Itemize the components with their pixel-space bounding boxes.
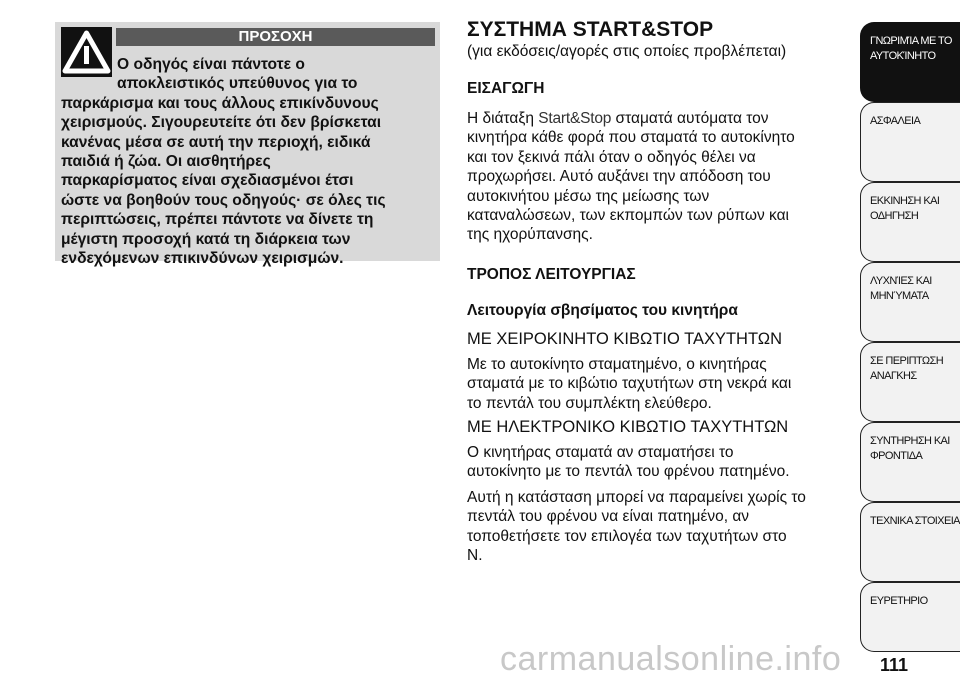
tab-label: ΛΥΧΝΊΕΣ ΚΑΙ: [870, 275, 932, 287]
section-subtitle: (για εκδόσεις/αγορές στις οποίες προβλέπεται): [467, 43, 787, 60]
tab-label: ΕΥΡΕΤΗΡΙΟ: [870, 595, 928, 607]
tab-label: ΣΕ ΠΕΡΙΠΤΩΣΗ: [870, 355, 944, 367]
note-line: N.: [467, 547, 483, 565]
electronic-line: Ο κινητήρας σταματά αν σταματήσει το: [467, 444, 734, 462]
tab-label: ΜΗΝΎΜΑΤΑ: [870, 290, 929, 302]
intro-paragraph: [467, 109, 857, 245]
warning-line: παρκαρίσματος είναι σχεδιασμένοι έτσι: [61, 172, 354, 190]
electronic-line: αυτοκίνητο με το πεντάλ του φρένου πατημένο.: [467, 463, 790, 481]
tab-label: ΕΚΚΙΝΗΣΗ ΚΑΙ: [870, 195, 940, 207]
warning-line: αποκλειστικός υπεύθυνος για το: [117, 75, 358, 93]
tab-lights-messages[interactable]: [860, 262, 960, 342]
intro-line: και τον ξεκινά πάλι όταν ο οδηγός θέλει να: [467, 148, 756, 166]
tab-emergency[interactable]: [860, 342, 960, 422]
warning-line: ενδεχόμενων επικινδύνων χειρισμών.: [61, 250, 344, 268]
intro-text: σταματά αυτόματα τον: [611, 110, 769, 127]
tab-label: ΣΥΝΤΗΡΗΣΗ ΚΑΙ: [870, 435, 950, 447]
tab-maintenance[interactable]: [860, 422, 960, 502]
tab-label: ΟΔΗΓΗΣΗ: [870, 210, 919, 222]
warning-text: [61, 55, 439, 268]
tab-label: ΑΥΤΟΚΊΝΗΤΟ: [870, 50, 936, 62]
manual-line: το πεντάλ του συμπλέκτη ελεύθερο.: [467, 394, 712, 412]
section-title: ΣΥΣΤΗΜΑ START&STOP: [467, 18, 714, 41]
tab-technical-data[interactable]: [860, 502, 960, 582]
warning-heading: ΠΡΟΣΟΧΗ: [116, 28, 435, 46]
warning-line: κανένας μέσα σε αυτή την περιοχή, ειδικά: [61, 133, 371, 151]
tab-getting-to-know[interactable]: [860, 22, 960, 102]
tab-label: ΑΣΦΑΛΕΙΑ: [870, 115, 921, 127]
intro-line: καταναλώσεων, των εκπομπών των ρύπων και: [467, 207, 789, 225]
warning-line: ώστε να βοηθούν τους οδηγούς· σε όλες τις: [61, 191, 386, 209]
main-column: [467, 18, 857, 566]
intro-line: της ηχορύπανσης.: [467, 226, 593, 244]
manual-line: Με το αυτοκίνητο σταματημένο, ο κινητήρας: [467, 355, 767, 373]
engine-stop-heading: Λειτουργία σβησίματος του κινητήρα: [467, 301, 738, 319]
intro-line: αυτοκινήτου μέσω της μείωσης των: [467, 187, 710, 205]
tab-label: ΑΝΑΓΚΗΣ: [870, 370, 917, 382]
intro-heading: ΕΙΣΑΓΩΓΗ: [467, 80, 545, 97]
intro-line: κινητήρα κάθε φορά που σταματά το αυτοκίνητο: [467, 129, 795, 147]
intro-text: Η διάταξη: [467, 110, 539, 127]
note-line: Αυτή η κατάσταση μπορεί να παραμείνει χωρίς το: [467, 488, 806, 506]
note-line: πεντάλ του φρένου να είναι πατημένο, αν: [467, 508, 750, 526]
manual-gearbox-paragraph: [467, 355, 857, 413]
start-stop-term: Start&Stop: [538, 110, 612, 127]
warning-box: [55, 22, 440, 268]
warning-line: μέγιστη προσοχή κατά τη διάρκεια των: [61, 230, 351, 248]
electronic-gearbox-paragraph: [467, 443, 857, 482]
watermark: carmanualsonline.info: [500, 640, 842, 678]
tab-label: ΦΡΟΝΤΙΔΑ: [870, 450, 923, 462]
tab-label: ΓΝΩΡΙΜΊΑ ΜΕ ΤΟ: [870, 35, 952, 47]
tab-safety[interactable]: [860, 102, 960, 182]
tab-index[interactable]: [860, 582, 960, 652]
warning-line: Ο οδηγός είναι πάντοτε ο: [117, 56, 305, 73]
warning-line: χειρισμούς. Σιγουρευτείτε ότι δεν βρίσκεται: [61, 114, 382, 132]
intro-line: προχωρήσει. Αυτό αυξάνει την απόδοση του: [467, 168, 771, 186]
electronic-gearbox-heading: ΜΕ ΗΛΕΚΤΡΟΝΙΚΟ ΚΙΒΩΤΙΟ ΤΑΧΥΤΗΤΩΝ: [467, 418, 789, 437]
note-line: τοποθετήσετε τον επιλογέα των ταχυτήτων στο: [467, 527, 787, 545]
tab-starting-driving[interactable]: [860, 182, 960, 262]
note-paragraph: [467, 488, 857, 566]
manual-gearbox-heading: ΜΕ ΧΕΙΡΟΚΙΝΗΤΟ ΚΙΒΩΤΙΟ ΤΑΧΥΤΗΤΩΝ: [467, 329, 782, 348]
warning-line: παιδιά ή ζώα. Οι αισθητήρες: [61, 153, 271, 171]
warning-line: περιπτώσεις, πρέπει πάντοτε να δίνετε τη: [61, 211, 374, 229]
warning-line: παρκάρισμα και τους άλλους επικίνδυνους: [61, 94, 379, 112]
tab-label: ΤΕΧΝΙΚΑ ΣΤΟΙΧΕΙΑ: [870, 515, 960, 527]
manual-line: σταματά με το κιβώτιο ταχυτήτων στη νεκρά και: [467, 375, 792, 393]
page-number: 111: [880, 655, 909, 675]
chapter-tabs: [860, 22, 960, 652]
operation-heading: ΤΡΟΠΟΣ ΛΕΙΤΟΥΡΓΙΑΣ: [467, 265, 636, 283]
